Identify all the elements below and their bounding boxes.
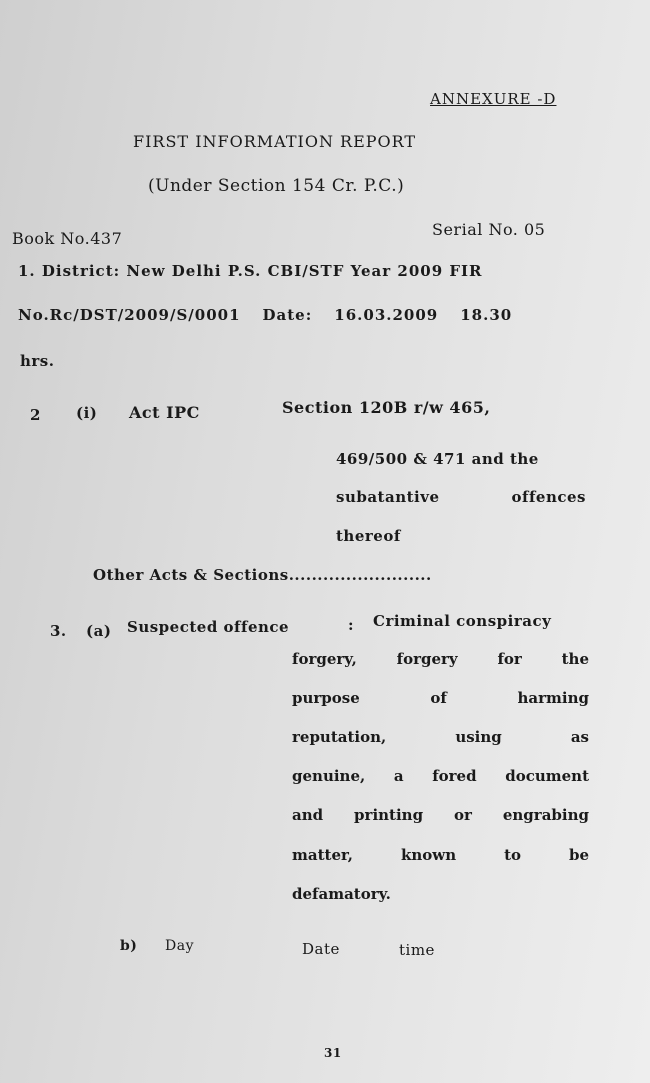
book-number: Book No.437 <box>12 229 123 248</box>
day-label: Day <box>165 938 194 954</box>
section-line-2: 469/500 & 471 and the <box>336 450 539 468</box>
item-3b-sub: b) <box>120 938 138 954</box>
section-line-1: Section 120B r/w 465, <box>282 398 491 417</box>
act-name: Act IPC <box>129 403 200 422</box>
serial-number: Serial No. 05 <box>432 220 546 239</box>
document-subtitle: (Under Section 154 Cr. P.C.) <box>148 176 405 196</box>
offence-description-line: forgery, forgery for the <box>292 650 589 668</box>
item-3-sub: (a) <box>86 622 112 640</box>
hours-suffix: hrs. <box>20 352 55 370</box>
section-line-3 <box>336 488 586 506</box>
item-3-number: 3. <box>50 622 67 640</box>
section-line-3a: subatantive <box>336 488 440 506</box>
annexure-label: ANNEXURE -D <box>430 90 557 108</box>
page-number: 31 <box>324 1046 342 1060</box>
fir-date: 16.03.2009 <box>334 306 439 324</box>
document-title: FIRST INFORMATION REPORT <box>133 132 417 151</box>
district-line: 1. District: New Delhi P.S. CBI/STF Year 2009 FIR <box>18 262 483 280</box>
offence-description-line: reputation, using as <box>292 728 589 746</box>
item-2-sub: (i) <box>76 404 98 422</box>
item-2-number: 2 <box>30 406 41 424</box>
offence-description-line: purpose of harming <box>292 689 589 707</box>
suspected-offence-colon: : <box>348 616 355 634</box>
section-line-4: thereof <box>336 527 401 545</box>
date-label: Date: <box>262 306 313 324</box>
offence-description-line: defamatory. <box>292 885 391 903</box>
offence-description-line: matter, known to be <box>292 846 589 864</box>
other-acts: Other Acts & Sections......................... <box>93 566 432 584</box>
offence-description-line: genuine, a fored document <box>292 767 589 785</box>
fir-reference: No.Rc/DST/2009/S/0001 <box>18 306 241 324</box>
offence-description-line: and printing or engrabing <box>292 806 589 824</box>
section-line-3b: offences <box>511 488 586 506</box>
suspected-offence-first-line: Criminal conspiracy <box>373 612 552 630</box>
fir-number-line <box>18 306 512 324</box>
date-field-label: Date <box>302 940 340 958</box>
fir-time: 18.30 <box>460 306 513 324</box>
time-field-label: time <box>399 941 435 959</box>
suspected-offence-label: Suspected offence <box>127 618 290 636</box>
